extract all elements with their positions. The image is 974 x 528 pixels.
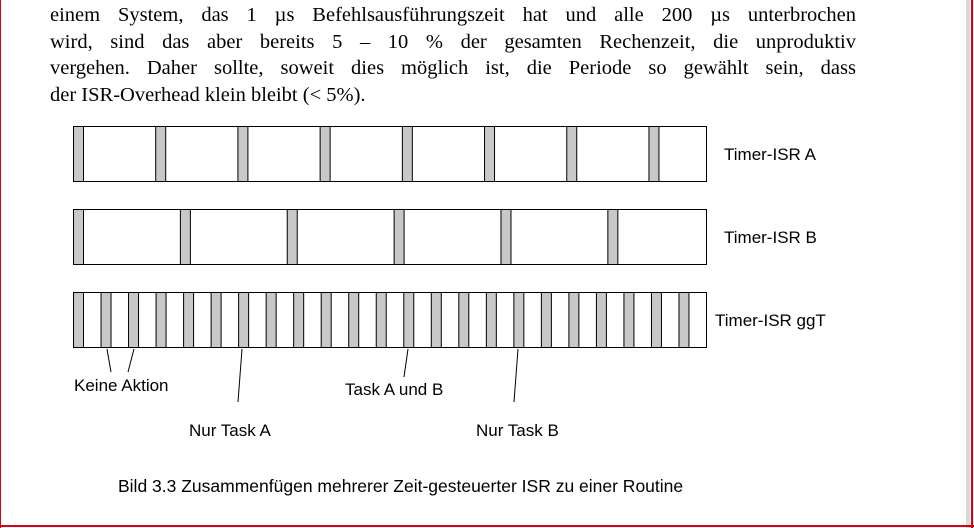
annotation-nur-task-a: Nur Task A [189, 421, 271, 440]
isr-mark [394, 210, 404, 265]
isr-mark [156, 127, 166, 182]
isr-mark [101, 293, 111, 348]
isr-mark [129, 293, 139, 348]
isr-mark [238, 127, 248, 182]
isr-mark [569, 293, 579, 348]
isr-mark [649, 127, 659, 182]
isr-mark [431, 293, 441, 348]
isr-mark [156, 293, 166, 348]
isr-mark [541, 293, 551, 348]
isr-mark [485, 127, 495, 182]
annotation-task-a-und-b: Task A und B [345, 380, 444, 399]
paragraph-line: wird, sind das aber bereits 5 – 10 % der gesamten Rechenzeit, die unproduktiv [50, 30, 856, 53]
paragraph-line: einem System, das 1 µs Befehlsausführungszeit hat und alle 200 µs unterbrochen [50, 4, 856, 26]
isr-mark [266, 293, 276, 348]
isr-mark [74, 293, 84, 348]
annotation-pointer-line [128, 349, 134, 372]
isr-mark [211, 293, 221, 348]
isr-mark [349, 293, 359, 348]
annotation-keine-aktion: Keine Aktion [74, 376, 169, 395]
annotation-pointer-line [514, 349, 518, 402]
row-label-timer-isr-a: Timer-ISR A [724, 145, 816, 164]
isr-mark [294, 293, 304, 348]
isr-mark [321, 293, 331, 348]
isr-mark [74, 127, 84, 182]
isr-mark [74, 210, 84, 265]
isr-mark [287, 210, 297, 265]
timer-row-box [74, 127, 707, 182]
timer-row-box [74, 293, 707, 348]
paragraph-line: vergehen. Daher sollte, soweit dies möglich ist, die Periode so gewählt sein, dass [50, 57, 856, 79]
isr-mark [596, 293, 606, 348]
isr-mark [624, 293, 634, 348]
isr-mark [679, 293, 689, 348]
annotation-pointer-line [238, 349, 242, 402]
isr-mark [402, 127, 412, 182]
isr-mark [404, 293, 414, 348]
isr-mark [184, 293, 194, 348]
figure-caption: Bild 3.3 Zusammenfügen mehrerer Zeit-gesteuerter ISR zu einer Routine [118, 476, 684, 496]
isr-mark [567, 127, 577, 182]
isr-mark [514, 293, 524, 348]
row-label-timer-isr-ggt: Timer-ISR ggT [715, 311, 826, 330]
isr-mark [608, 210, 618, 265]
isr-mark [180, 210, 190, 265]
isr-mark [501, 210, 511, 265]
row-label-timer-isr-b: Timer-ISR B [724, 228, 817, 247]
annotation-pointer-line [107, 349, 111, 372]
annotation-pointer-line [404, 349, 408, 377]
isr-mark [459, 293, 469, 348]
isr-mark [376, 293, 386, 348]
isr-mark [320, 127, 330, 182]
paragraph-line: der ISR-Overhead klein bleibt (< 5%). [50, 83, 366, 106]
isr-mark [651, 293, 661, 348]
isr-mark [486, 293, 496, 348]
isr-mark [239, 293, 249, 348]
annotation-nur-task-b: Nur Task B [476, 421, 559, 440]
